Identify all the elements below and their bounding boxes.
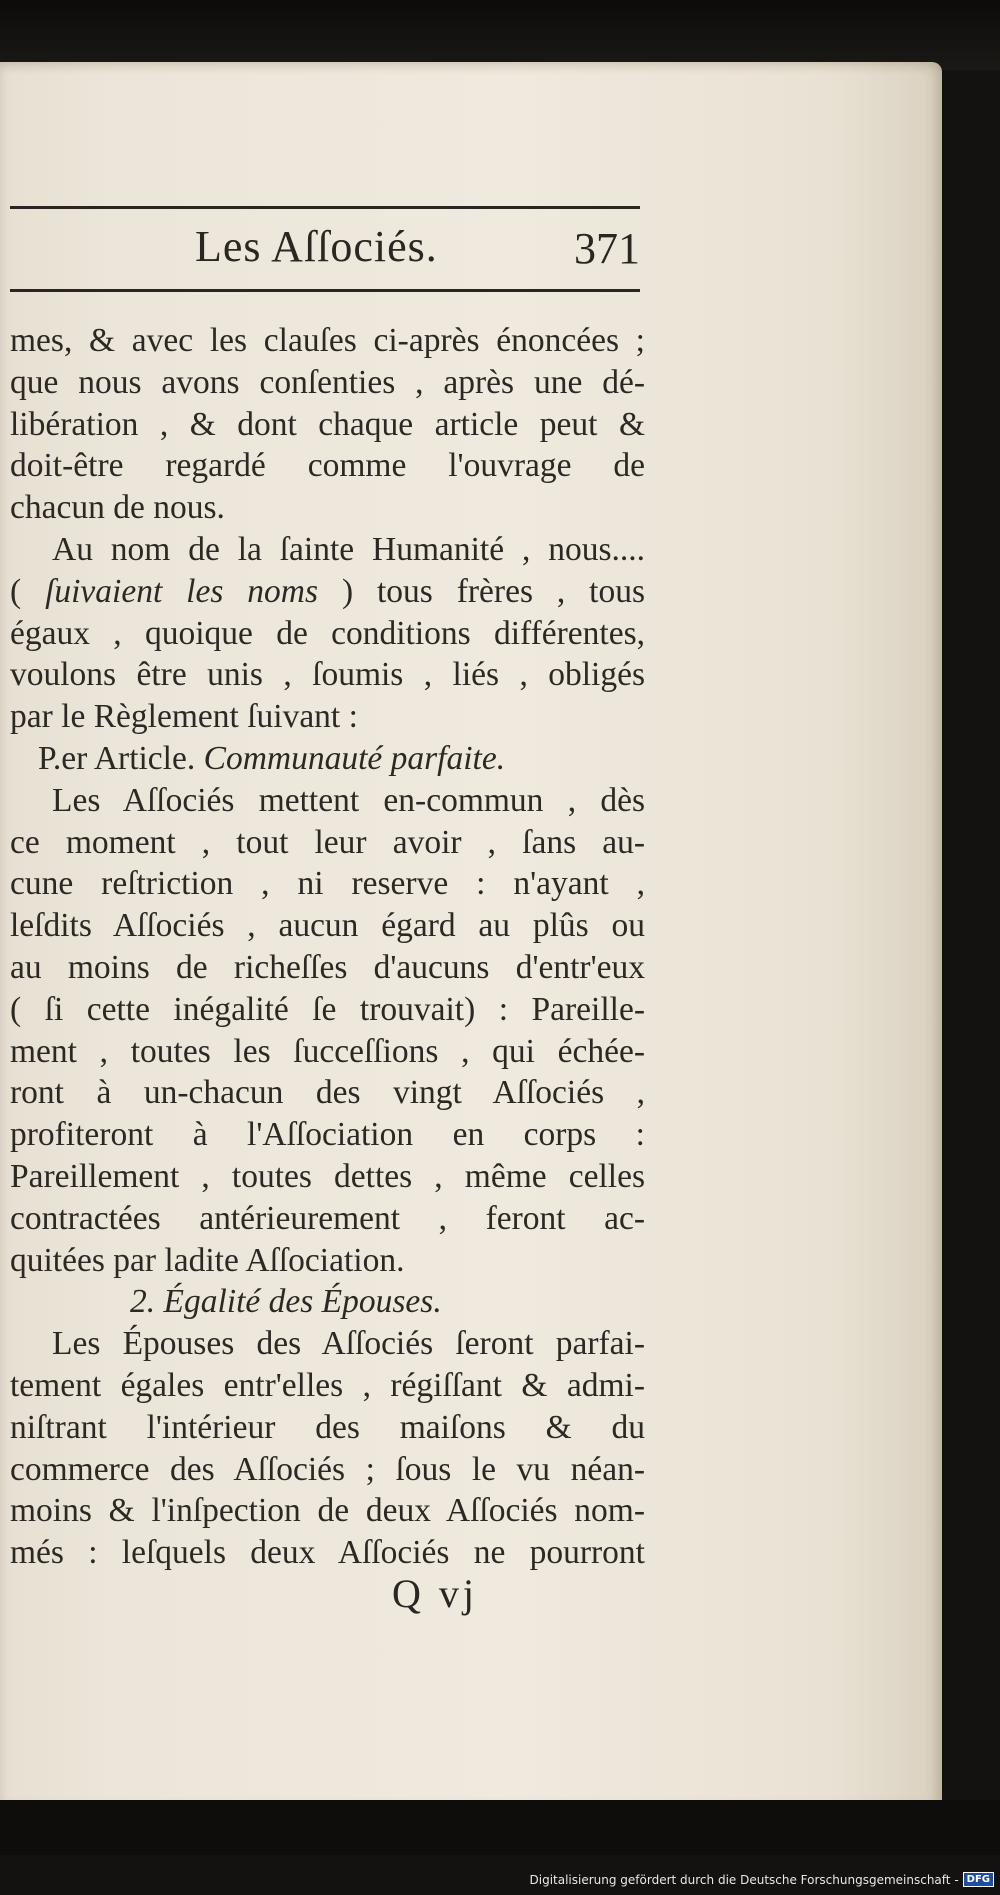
text-line: Au nom de la ſainte Humanité , nous....	[52, 530, 645, 568]
text-line: quitées par ladite Aſſociation.	[10, 1241, 405, 1279]
digitization-credit	[530, 1872, 995, 1887]
text-line: voulons être unis , ſoumis , liés , obligés	[10, 656, 645, 694]
body-text	[10, 320, 645, 1574]
text-line: contractées antérieurement , feront ac-	[10, 1199, 645, 1237]
text-line: profiteront à l'Aſſociation en corps :	[10, 1116, 645, 1154]
scan-top-edge	[0, 0, 1000, 70]
text-line: égaux , quoique de conditions différentes,	[10, 614, 645, 652]
text-line: libération , & dont chaque article peut &	[10, 405, 645, 443]
text-line: que nous avons conſenties , après une dé-	[10, 363, 645, 401]
text-line: ce moment , tout leur avoir , ſans au-	[10, 823, 645, 861]
article-heading: 2. Égalité des Épouses.	[130, 1283, 442, 1321]
scan-bottom-edge	[0, 1800, 1000, 1855]
credit-text: Digitalisierung gefördert durch die Deutsche Forschungsgemeinschaft -	[529, 1872, 959, 1887]
text-line: moins & l'inſpection de deux Aſſociés nom-	[10, 1492, 645, 1530]
article-title: Communauté parfaite.	[203, 739, 506, 777]
text-fragment: ) tous frères , tous	[341, 572, 646, 610]
signature-mark: Q vj	[392, 1571, 478, 1616]
text-line: mes, & avec les clauſes ci-après énoncées ;	[10, 322, 645, 359]
text-line: doit-être regardé comme l'ouvrage de	[10, 447, 645, 485]
text-line: chacun de nous.	[10, 489, 225, 527]
text-line: Les Aſſociés mettent en-commun , dès	[52, 781, 645, 819]
article-number: P.er Article.	[38, 739, 196, 777]
article-heading	[10, 738, 645, 780]
text-line: au moins de richeſſes d'aucuns d'entr'eux	[10, 948, 645, 986]
text-line: ront à un-chacun des vingt Aſſociés ,	[10, 1074, 645, 1112]
running-title: Les Aſſociés.	[195, 222, 438, 271]
dfg-logo: DFG	[963, 1872, 994, 1887]
page-number: 371	[574, 224, 640, 273]
text-line: ment , toutes les ſucceſſions , qui échée-	[10, 1032, 645, 1070]
text-line	[10, 571, 645, 613]
text-line: Pareillement , toutes dettes , même celles	[10, 1157, 645, 1195]
text-line: Les Épouses des Aſſociés ſeront parfai-	[52, 1325, 645, 1363]
text-line: cune reſtriction , ni reserve : n'ayant ,	[10, 865, 645, 903]
suivaient-les-noms: ſuivaient les noms	[45, 572, 319, 610]
text-line: leſdits Aſſociés , aucun égard au plûs ou	[10, 907, 645, 945]
text-line: niſtrant l'intérieur des maiſons & du	[10, 1408, 645, 1446]
text-line: més : leſquels deux Aſſociés ne pourront	[10, 1534, 645, 1572]
text-line: ( ſi cette inégalité ſe trouvait) : Pareille-	[10, 990, 645, 1028]
text-line: tement égales entr'elles , régiſſant & admi-	[10, 1366, 645, 1404]
open-paren: (	[10, 572, 46, 610]
text-line: par le Règlement ſuivant :	[10, 698, 358, 736]
page-header	[10, 206, 640, 292]
text-line: commerce des Aſſociés ; ſous le vu néan-	[10, 1450, 645, 1488]
